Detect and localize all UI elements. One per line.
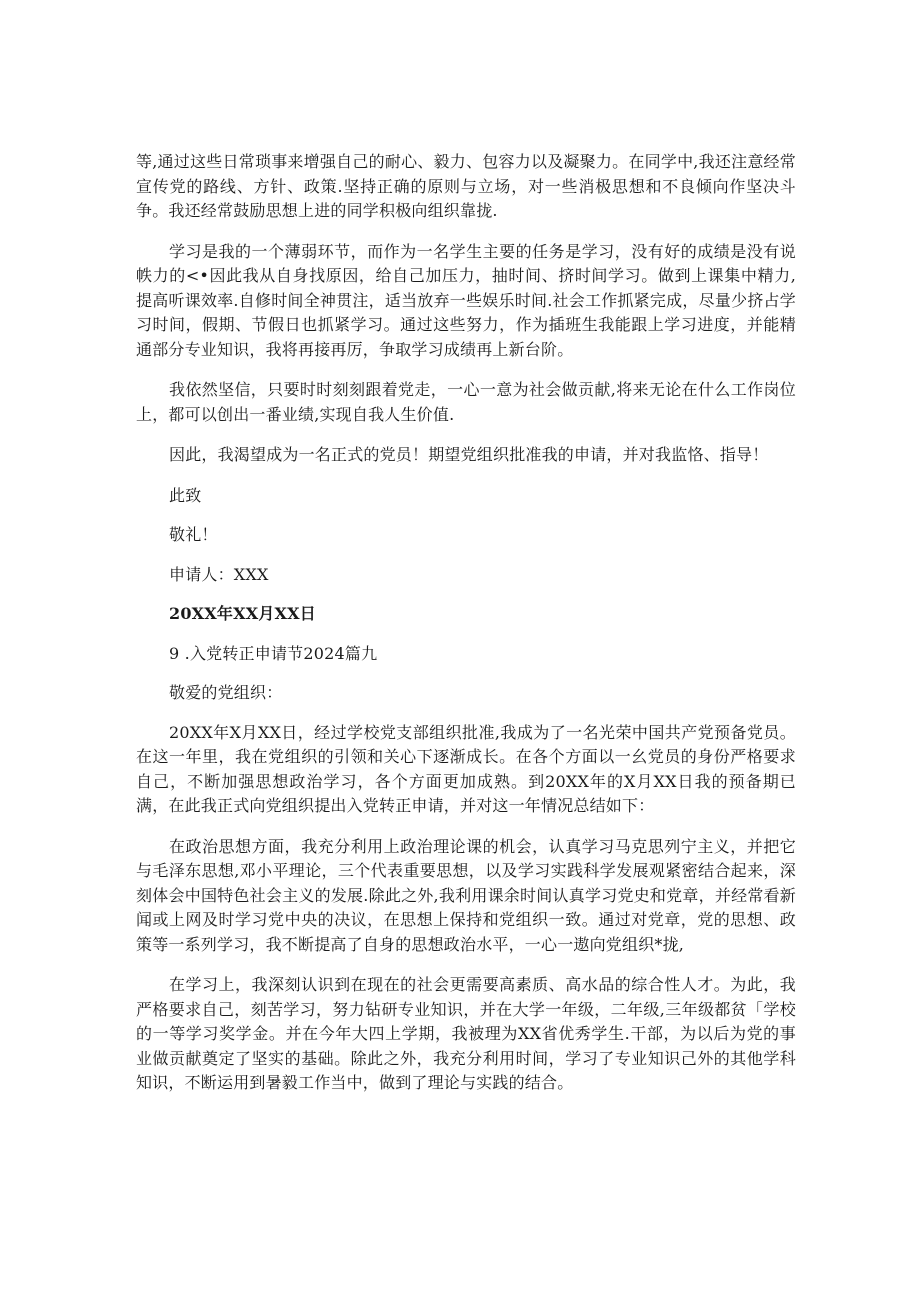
salutation: 敬爱的党组织： bbox=[169, 683, 283, 702]
paragraph-request: 因此，我渴望成为一名正式的党员！期望党组织批准我的申请，并对我监恪、指导！ bbox=[169, 445, 769, 464]
paragraph-learning: 在学习上，我深刻认识到在现在的社会更需要高素质、高水品的综合性人才。为此，我严格要求自己，刻苦学习，努力钻研专业知识，并在大学一年级，二年级,三年级都贫「学校的一等学习奖学金。并在今年大四上学期，我被理为XX省优秀学生.干部，为以后为党的事业做贡献奠定了坚实的基础。除此之外，我充分利用时间，学习了专业知识己外的其他学科知识，不断运用到暑毅工作当中，做到了理论与实践的结合。 bbox=[136, 975, 796, 1092]
document-body bbox=[136, 150, 796, 1112]
paragraph-politics: 在政治思想方面，我充分利用上政治理论课的机会，认真学习马克思列宁主义，并把它与毛泽东思想,邓小平理论，三个代表重要思想，以及学习实践科学发展观紧密结合起来，深刻体会中国特色社会主义的发展.除此之外,我利用课余时间认真学习党史和党章，并经常看新闻或上网及时学习党中央的决议，在思想上保持和党组织一致。通过对党章，党的思想、政策等一系列学习，我不断提高了自身的思想政治水平，一心一遨向党组织*拢, bbox=[136, 836, 796, 954]
closing-greeting: 此致 bbox=[169, 485, 202, 505]
closing-salute: 敬礼！ bbox=[169, 525, 218, 544]
applicant-name: 申请人：XXX bbox=[169, 564, 269, 584]
paragraph-belief: 我依然坚信，只要时时刻刻跟着党走，一心一意为社会做贡献,将来无论在什么工作岗位上，都可以创出一番业绩,实现自我人生价值. bbox=[136, 380, 796, 424]
paragraph-intro: 20XX年X月XX日，经过学校党支部组织批准,我成为了一名光荣中国共产党预备党员。在这一年里，我在党组织的引领和关心下逐渐成长。在各个方面以一幺党员的身份严格要求自己，不断加强思想政治学习，各个方面更加成熟。到20XX年的X月XX日我的预备期已满，在此我正式向党组织提出入党转正申请，并对这一年情况总结如下： bbox=[136, 722, 796, 815]
paragraph-continuation: 等,通过这些日常琐事来增强自己的耐心、毅力、包容力以及凝聚力。在同学中,我还注意经常宣传党的路线、方针、政策.坚持正确的原则与立场，对一些消极思想和不良倾向作坚决斗争。我还经常鼓励思想上进的同学积极向组织靠拢. bbox=[136, 152, 796, 220]
section-heading: 9 .入党转正申请节2024篇九 bbox=[169, 643, 378, 663]
application-date: 20XX年XX月XX日 bbox=[169, 604, 316, 623]
paragraph-study: 学习是我的一个薄弱环节，而作为一名学生主要的任务是学习，没有好的成绩是没有说帙力的<•因此我从自身找原因，给自己加压力，抽时间、挤时间学习。做到上课集中精力,提高听课效率.自修时间全神贯注，适当放弃一些娱乐时间.社会工作抓紧完成，尽量少挤占学习时间，假期、节假日也抓紧学习。通过这些努力，作为插班生我能跟上学习进度，并能精通部分专业知识，我将再接再厉，争取学习成绩再上新台阶。 bbox=[136, 241, 796, 359]
